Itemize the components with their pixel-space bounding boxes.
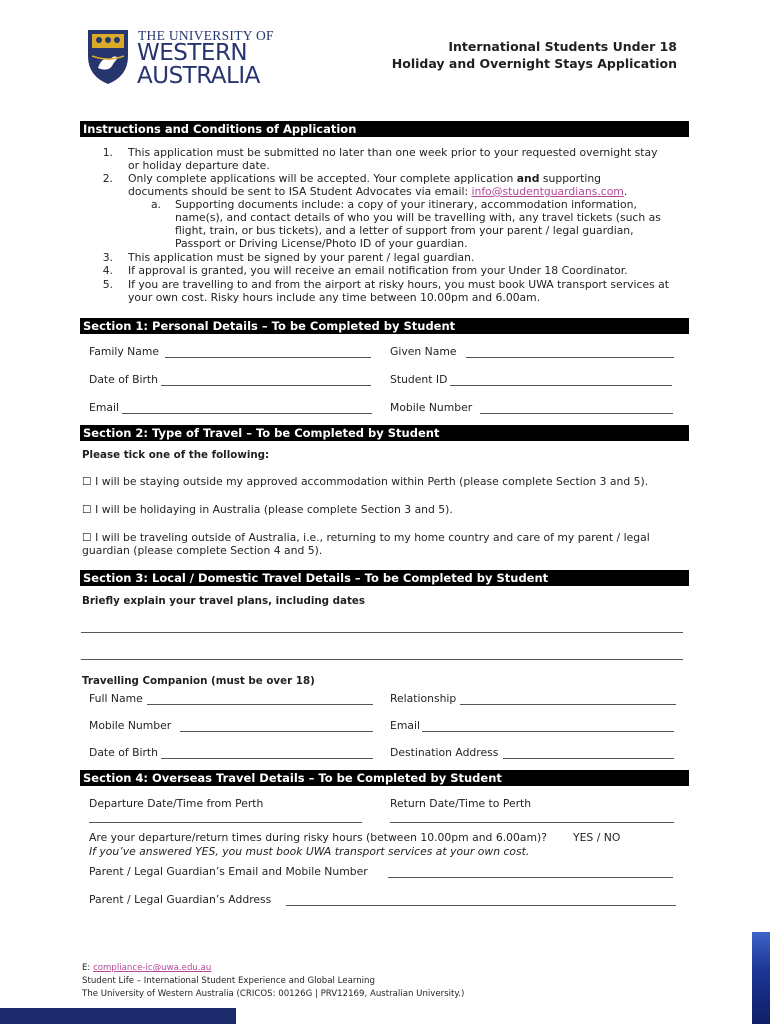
compliance-email-link[interactable]: compliance-ic@uwa.edu.au — [93, 963, 212, 973]
email-field[interactable] — [122, 413, 372, 414]
companion-mobile-field[interactable] — [180, 731, 373, 732]
section4-heading: Section 4: Overseas Travel Details – To be Completed by Student — [80, 770, 689, 786]
instruction-number: 5. — [102, 278, 113, 291]
instruction-text — [128, 185, 627, 198]
risky-hours-question: Are your departure/return times during risky hours (between 10.00pm and 6.00am)? — [89, 831, 547, 844]
instruction-number: 4. — [102, 264, 113, 277]
relationship-label: Relationship — [390, 692, 457, 705]
tick-prompt: Please tick one of the following: — [82, 449, 270, 461]
instruction-text: This application must be submitted no later than one week prior to your requested overnight stay — [128, 146, 658, 159]
footer-email-line — [82, 963, 211, 973]
given-name-field[interactable] — [466, 357, 674, 358]
instruction-text-part: supporting — [539, 172, 602, 185]
document-title-line1: International Students Under 18 — [448, 39, 677, 54]
email-label: Email — [89, 401, 119, 414]
isa-email-link[interactable]: info@studentguardians.com — [471, 185, 624, 198]
travel-option-3-label-cont: guardian (please complete Section 4 and 5). — [82, 544, 323, 557]
instruction-text-part: . — [623, 185, 628, 198]
instruction-text: Passport or Driving License/Photo ID of your guardian. — [175, 237, 468, 250]
university-name-line1: THE UNIVERSITY OF — [138, 28, 274, 43]
checkbox-icon[interactable]: ☐ — [82, 531, 92, 544]
instruction-text: If approval is granted, you will receive an email notification from your Under 18 Coordinator. — [128, 264, 628, 277]
footer-email-label: E: — [82, 963, 94, 973]
instruction-text: name(s), and contact details of who you will be travelling with, any travel tickets (such as — [175, 211, 661, 224]
checkbox-icon[interactable]: ☐ — [82, 503, 92, 516]
instruction-text-part: documents should be sent to ISA Student Advocates via email: — [128, 185, 472, 198]
student-id-field[interactable] — [450, 385, 672, 386]
university-logo — [84, 26, 274, 90]
risky-hours-note: If you’ve answered YES, you must book UWA transport services at your own cost. — [89, 845, 530, 858]
instruction-bold-word: and — [516, 172, 540, 185]
instruction-text: If you are travelling to and from the airport at risky hours, you must book UWA transport services at — [128, 278, 670, 291]
instruction-number: 2. — [102, 172, 113, 185]
checkbox-icon[interactable]: ☐ — [82, 475, 92, 488]
instructions-heading: Instructions and Conditions of Application — [80, 121, 689, 137]
family-name-label: Family Name — [89, 345, 160, 358]
instruction-text: or holiday departure date. — [128, 159, 270, 172]
side-decorative-bar — [752, 932, 770, 1024]
travel-option-1 — [82, 475, 648, 488]
uwa-crest-icon — [84, 26, 132, 86]
companion-heading: Travelling Companion (must be over 18) — [82, 675, 315, 687]
section3-heading: Section 3: Local / Domestic Travel Details – To be Completed by Student — [80, 570, 689, 586]
footer-university: The University of Western Australia (CRICOS: 00126G | PRV12169, Australian University.) — [82, 989, 465, 999]
travel-option-3 — [82, 531, 650, 544]
travel-plans-field-2[interactable] — [81, 659, 683, 660]
instruction-text-part: Only complete applications will be accepted. Your complete application — [128, 172, 517, 185]
mobile-field[interactable] — [480, 413, 673, 414]
mobile-label: Mobile Number — [390, 401, 473, 414]
university-name-line3: AUSTRALIA — [137, 63, 260, 89]
companion-full-name-field[interactable] — [147, 704, 373, 705]
document-title-line2: Holiday and Overnight Stays Application — [391, 56, 677, 71]
student-id-label: Student ID — [390, 373, 448, 386]
companion-email-label: Email — [390, 719, 420, 732]
instruction-text: your own cost. Risky hours include any time between 10.00pm and 6.00am. — [128, 291, 541, 304]
guardian-email-label: Parent / Legal Guardian’s Email and Mobile Number — [89, 865, 368, 878]
guardian-address-label: Parent / Legal Guardian’s Address — [89, 893, 272, 906]
companion-full-name-label: Full Name — [89, 692, 143, 705]
travel-option-1-label: I will be staying outside my approved accommodation within Perth (please complete Section 3 and 5). — [95, 475, 649, 488]
destination-field[interactable] — [503, 758, 674, 759]
instruction-text: This application must be signed by your parent / legal guardian. — [128, 251, 475, 264]
yes-no-option[interactable]: YES / NO — [573, 831, 621, 844]
departure-field[interactable] — [89, 822, 362, 823]
section2-heading: Section 2: Type of Travel – To be Completed by Student — [80, 425, 689, 441]
travel-plans-prompt: Briefly explain your travel plans, including dates — [82, 595, 365, 607]
footer-department: Student Life – International Student Experience and Global Learning — [82, 976, 375, 986]
relationship-field[interactable] — [460, 704, 676, 705]
dob-field[interactable] — [161, 385, 371, 386]
return-field[interactable] — [390, 822, 674, 823]
instruction-number: 1. — [102, 146, 113, 159]
departure-label: Departure Date/Time from Perth — [89, 797, 264, 810]
instruction-text: Supporting documents include: a copy of your itinerary, accommodation information, — [175, 198, 637, 211]
companion-dob-label: Date of Birth — [89, 746, 158, 759]
guardian-address-field[interactable] — [286, 905, 676, 906]
section1-heading: Section 1: Personal Details – To be Completed by Student — [80, 318, 689, 334]
travel-option-3-label: I will be traveling outside of Australia, i.e., returning to my home country and care of my parent / legal — [95, 531, 650, 544]
family-name-field[interactable] — [165, 357, 371, 358]
guardian-email-field[interactable] — [388, 877, 673, 878]
destination-label: Destination Address — [390, 746, 499, 759]
travel-plans-field-1[interactable] — [81, 632, 683, 633]
given-name-label: Given Name — [390, 345, 457, 358]
instruction-number: a. — [150, 198, 161, 211]
instruction-number: 3. — [102, 251, 113, 264]
travel-option-2 — [82, 503, 453, 516]
bottom-decorative-bar — [0, 1008, 236, 1024]
return-label: Return Date/Time to Perth — [390, 797, 532, 810]
instruction-text: flight, train, or bus tickets), and a letter of support from your parent / legal guardian, — [175, 224, 634, 237]
companion-mobile-label: Mobile Number — [89, 719, 172, 732]
companion-email-field[interactable] — [422, 731, 674, 732]
companion-dob-field[interactable] — [161, 758, 373, 759]
instruction-text — [128, 172, 601, 185]
dob-label: Date of Birth — [89, 373, 158, 386]
university-name-line2: WESTERN — [137, 40, 248, 66]
travel-option-2-label: I will be holidaying in Australia (please complete Section 3 and 5). — [95, 503, 453, 516]
